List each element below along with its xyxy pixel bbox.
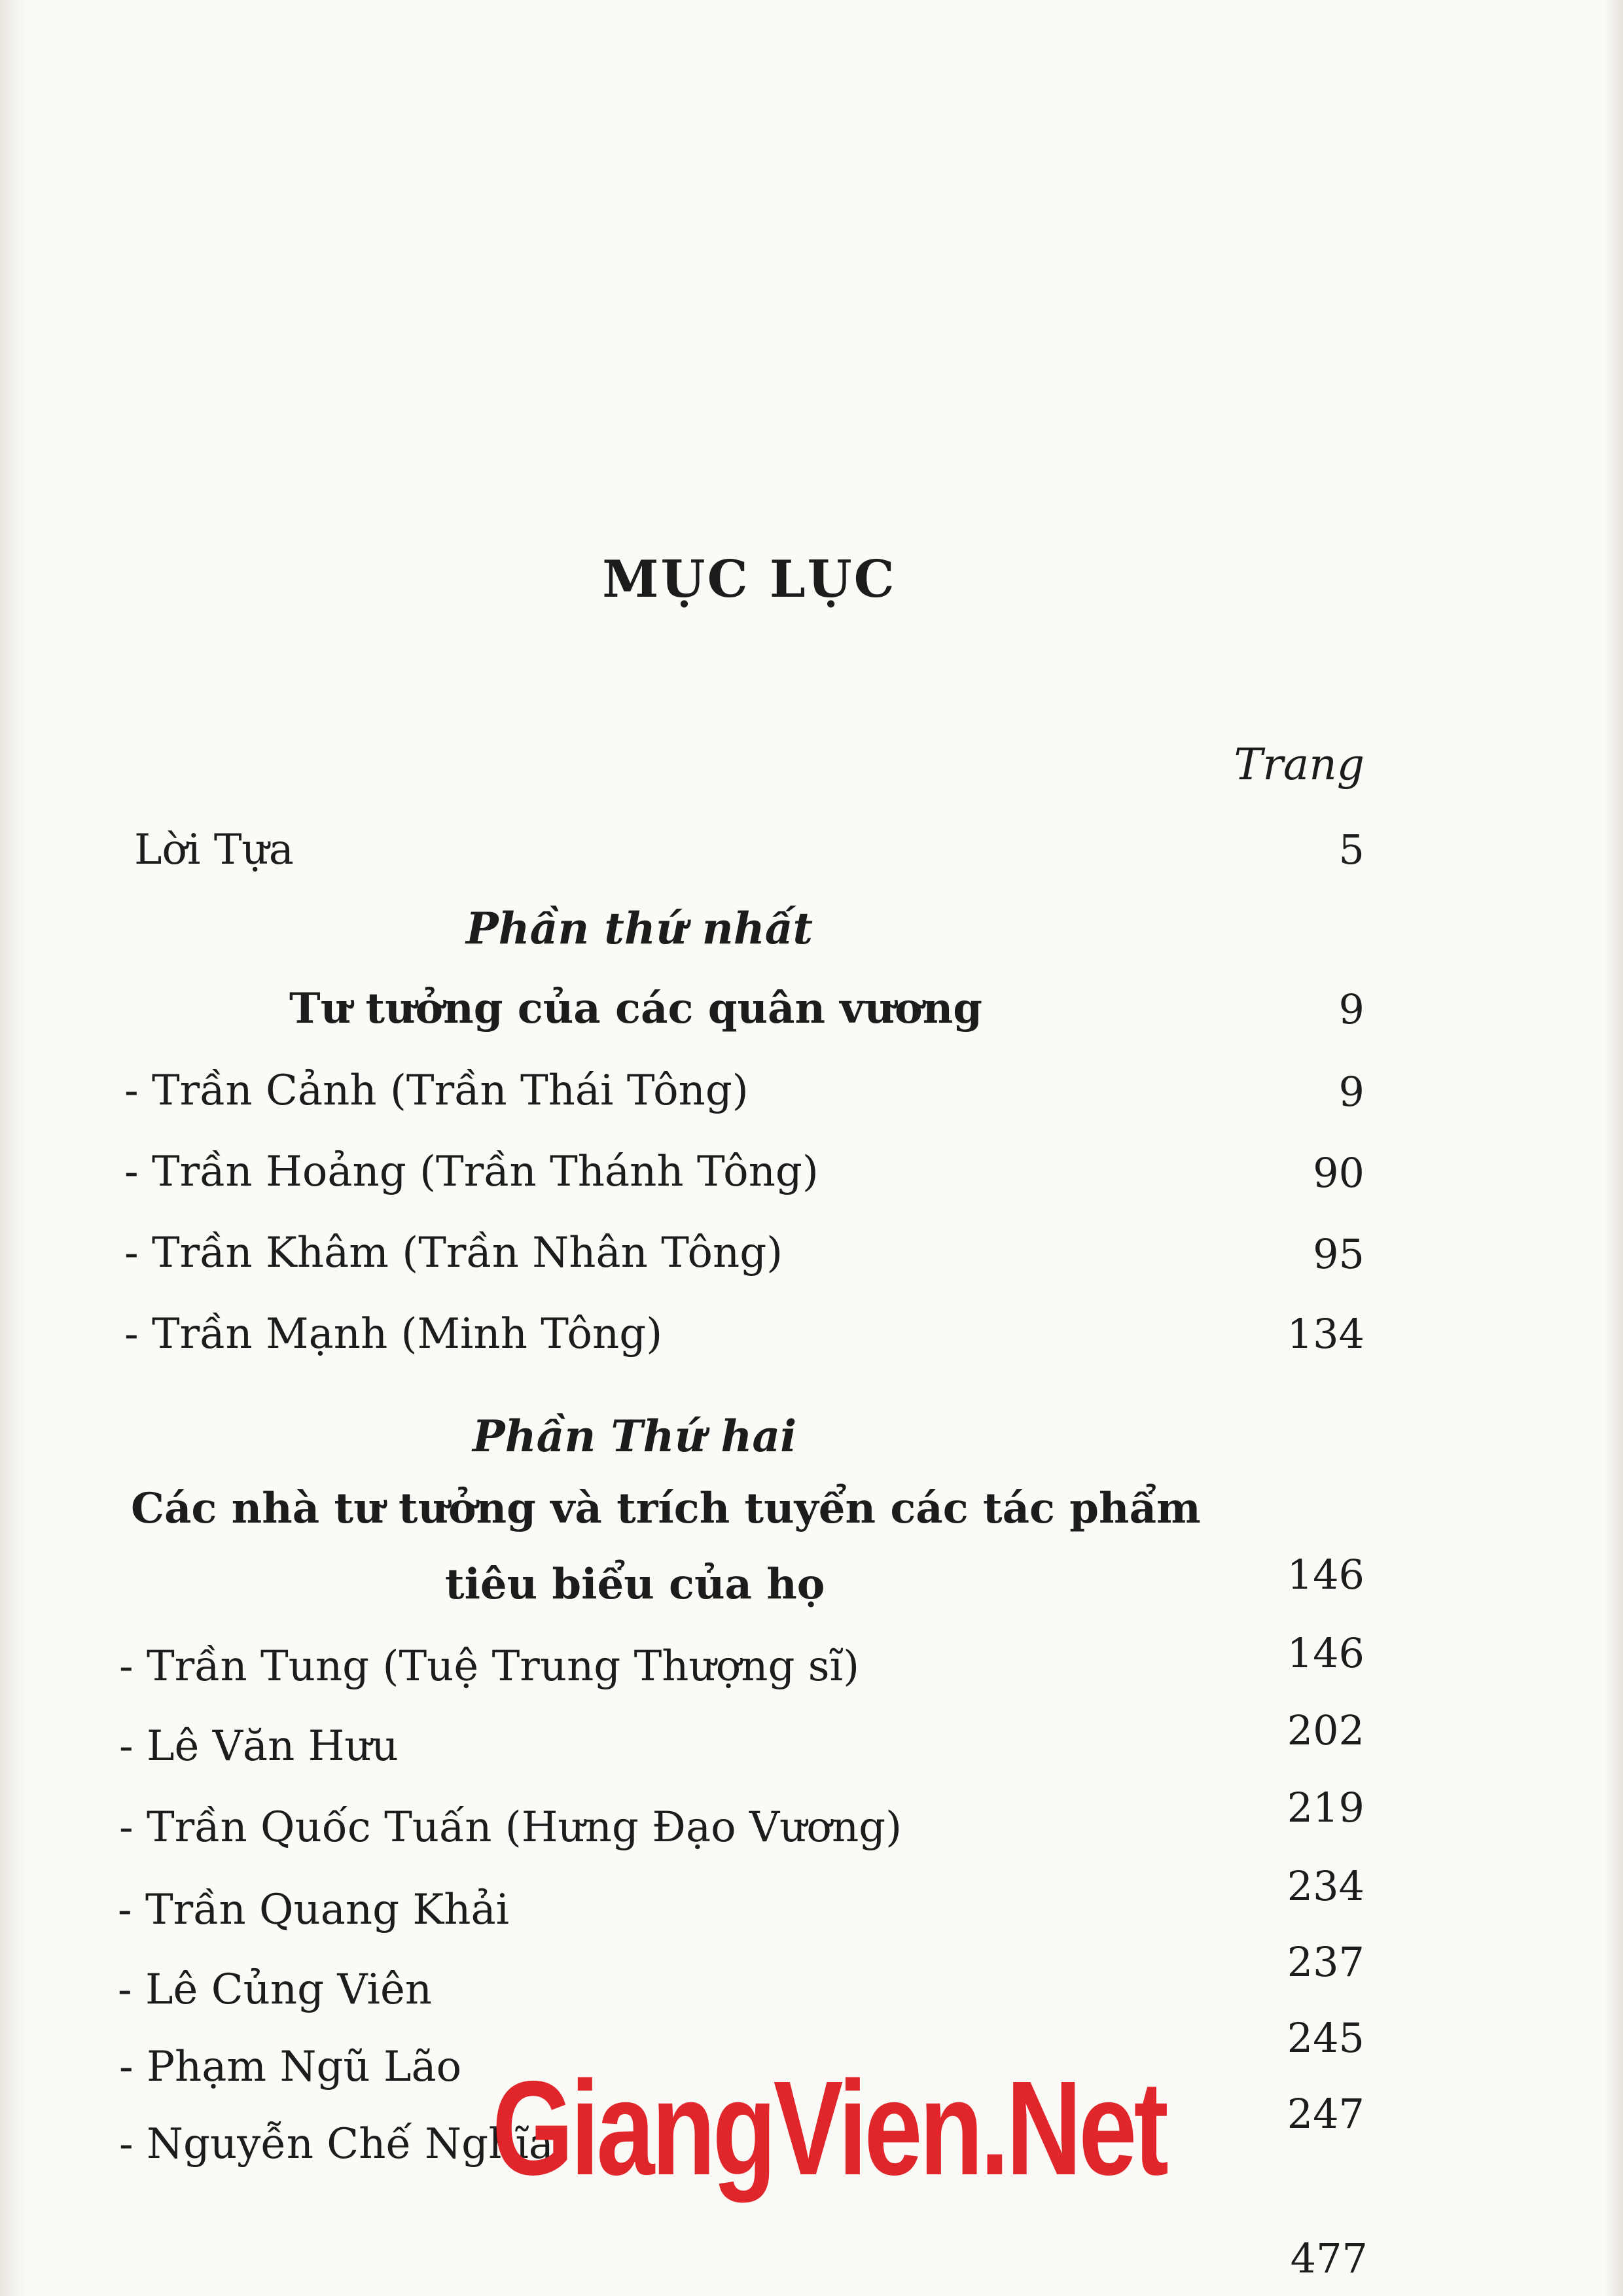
toc-entry: - Trần Khâm (Trần Nhân Tông) [124,1229,783,1277]
toc-page-number: 95 [1313,1230,1364,1278]
toc-entry: - Lê Văn Hưu [119,1722,399,1771]
toc-page-number: 146 [1287,1629,1364,1677]
part-2-heading: Phần Thứ hai [473,1411,797,1462]
toc-page-number: 90 [1313,1149,1364,1197]
page-column-label: Trang [1234,739,1364,790]
toc-entry: - Trần Tung (Tuệ Trung Thượng sĩ) [119,1642,860,1691]
toc-entry: - Trần Mạnh (Minh Tông) [124,1310,663,1358]
toc-page-number: 219 [1287,1784,1364,1831]
toc-page-number: 9 [1338,1068,1364,1116]
part-1-section-heading: Tư tưởng của các quân vương [289,984,982,1033]
page-number: 477 [1290,2234,1368,2282]
toc-page-number: 134 [1287,1310,1364,1358]
part-2-section-heading-line1: Các nhà tư tưởng và trích tuyển các tác phẩm [131,1484,1201,1533]
toc-page-number: 202 [1287,1706,1364,1754]
part-2-section-heading-line2: tiêu biểu của họ [445,1560,825,1609]
toc-entry: - Trần Hoảng (Trần Thánh Tông) [124,1148,819,1196]
toc-page-number: 237 [1287,1938,1364,1986]
part-1-heading: Phần thứ nhất [466,903,813,954]
toc-entry: - Lê Củng Viên [118,1966,433,2014]
toc-entry-preface: Lời Tựa [134,826,294,874]
page-title: MỤC LỤC [602,550,897,609]
part-1-section-page: 9 [1338,985,1364,1033]
toc-page-number: 234 [1287,1862,1364,1910]
toc-entry: - Phạm Ngũ Lão [119,2043,462,2091]
toc-entry: - Trần Cảnh (Trần Thái Tông) [124,1067,749,1115]
part-2-section-page: 146 [1287,1551,1364,1598]
toc-page-number: 245 [1287,2014,1364,2062]
watermark-logo: GiangVien.Net [492,2053,1166,2203]
toc-page-number: 247 [1287,2090,1364,2138]
page-edge-shadow-left [0,0,26,2296]
toc-entry: - Trần Quang Khải [118,1886,510,1934]
toc-entry: - Nguyễn Chế Nghĩa [119,2120,554,2168]
toc-page-preface: 5 [1338,826,1364,874]
toc-entry: - Trần Quốc Tuấn (Hưng Đạo Vương) [119,1803,902,1852]
page-edge-shadow-right [1603,0,1623,2296]
